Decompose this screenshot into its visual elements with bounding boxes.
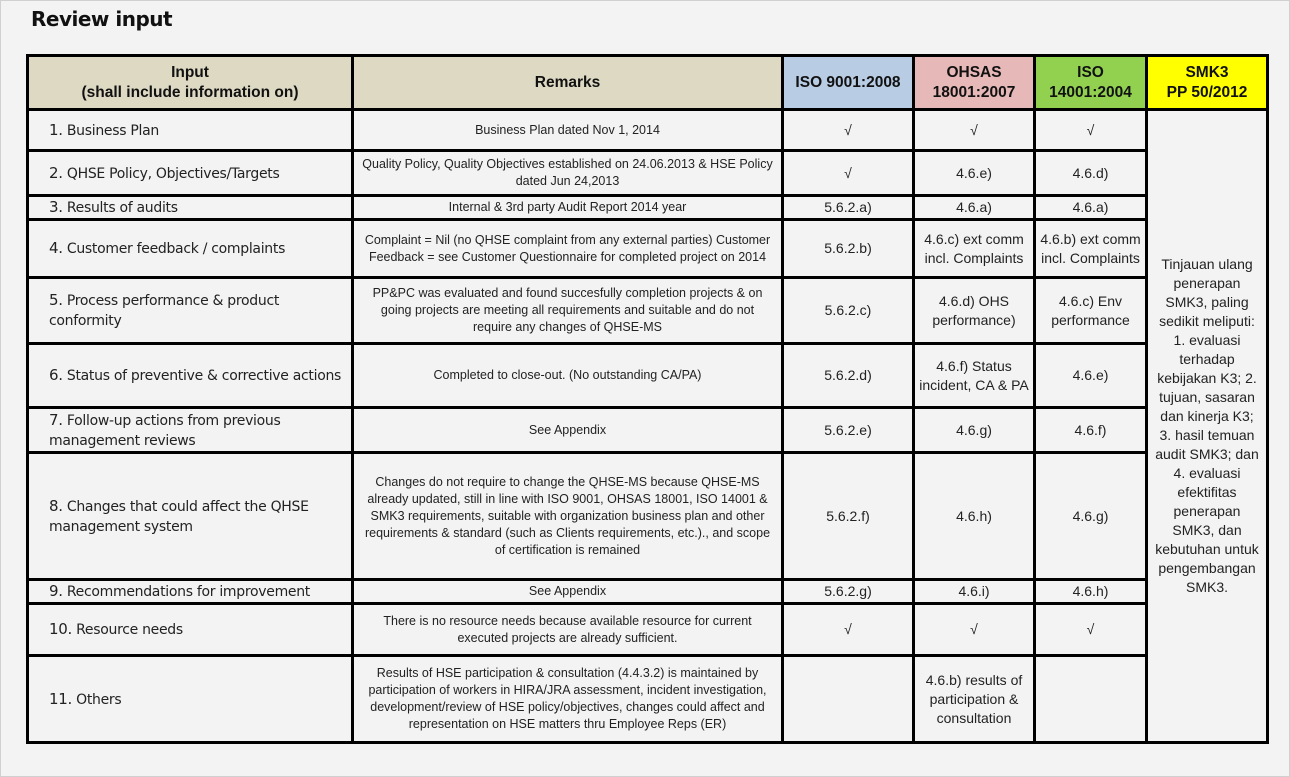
iso9001-cell: √ — [783, 151, 914, 196]
remarks-cell: Complaint = Nil (no QHSE complaint from any external parties) Customer Feedback = see Customer Questionnaire for completed project on 2014 — [353, 220, 783, 278]
review-input-table — [26, 54, 1269, 744]
input-cell — [28, 604, 353, 656]
iso9001-cell: 5.6.2.b) — [783, 220, 914, 278]
input-text: Changes that could affect the QHSE management system — [49, 498, 309, 535]
iso14001-cell — [1035, 656, 1147, 743]
input-cell — [28, 151, 353, 196]
remarks-cell: There is no resource needs because available resource for current executed projects are already sufficient. — [353, 604, 783, 656]
table-row — [28, 604, 1268, 656]
input-text: Customer feedback / complaints — [66, 241, 286, 257]
iso9001-cell: √ — [783, 604, 914, 656]
remarks-cell: PP&PC was evaluated and found succesfully completion projects & on going projects are meeting all requirements and suitable and do not require any changes of QHSE-MS — [353, 278, 783, 344]
iso14001-cell: 4.6.d) — [1035, 151, 1147, 196]
smk3-cell: Tinjauan ulang penerapan SMK3, paling sedikit meliputi: 1. evaluasi terhadap kebijakan K3; 2. tujuan, sasaran dan kinerja K3; 3. hasil temuan audit SMK3; dan 4. evaluasi efektifitas penerapan SMK3, dan kebutuhan untuk pengembangan SMK3. — [1147, 110, 1268, 743]
iso14001-cell: 4.6.h) — [1035, 580, 1147, 604]
iso14001-cell: 4.6.f) — [1035, 408, 1147, 453]
table-row — [28, 344, 1268, 408]
header-smk3-line2: PP 50/2012 — [1166, 83, 1248, 101]
page-title: Review input — [31, 7, 173, 31]
header-iso14001-line1: ISO — [1077, 63, 1104, 81]
header-iso9001: ISO 9001:2008 — [783, 56, 914, 110]
iso9001-cell: 5.6.2.a) — [783, 196, 914, 220]
header-ohsas — [914, 56, 1035, 110]
iso14001-cell: 4.6.b) ext comm incl. Complaints — [1035, 220, 1147, 278]
ohsas-cell: 4.6.g) — [914, 408, 1035, 453]
ohsas-cell: √ — [914, 110, 1035, 151]
table-row — [28, 110, 1268, 151]
iso14001-cell: √ — [1035, 110, 1147, 151]
iso9001-cell: 5.6.2.e) — [783, 408, 914, 453]
remarks-cell: Completed to close-out. (No outstanding CA/PA) — [353, 344, 783, 408]
table-row — [28, 580, 1268, 604]
remarks-cell: See Appendix — [353, 580, 783, 604]
row-number: 11. — [49, 689, 72, 708]
table-row — [28, 408, 1268, 453]
iso9001-cell: 5.6.2.c) — [783, 278, 914, 344]
remarks-cell: Quality Policy, Quality Objectives established on 24.06.2013 & HSE Policy dated Jun 24,2013 — [353, 151, 783, 196]
table-row — [28, 196, 1268, 220]
row-number: 4. — [49, 239, 63, 257]
input-cell — [28, 344, 353, 408]
input-cell — [28, 196, 353, 220]
header-input-line2: (shall include information on) — [81, 83, 299, 101]
header-remarks: Remarks — [353, 56, 783, 110]
input-cell — [28, 656, 353, 743]
header-iso14001 — [1035, 56, 1147, 110]
row-number: 1. — [49, 120, 63, 139]
row-number: 3. — [49, 198, 63, 216]
remarks-cell: Internal & 3rd party Audit Report 2014 year — [353, 196, 783, 220]
input-cell — [28, 408, 353, 453]
iso9001-cell: √ — [783, 110, 914, 151]
ohsas-cell: 4.6.b) results of participation & consultation — [914, 656, 1035, 743]
input-cell — [28, 110, 353, 151]
input-text: Status of preventive & corrective actions — [66, 368, 342, 384]
header-row — [28, 56, 1268, 110]
row-number: 5. — [49, 291, 63, 309]
remarks-cell: Changes do not require to change the QHSE-MS because QHSE-MS already updated, still in line with ISO 9001, OHSAS 18001, ISO 14001 & SMK3 requirements, suitable with organization business plan and other requirements & standard (such as Clients requirements, etc.)., and scope of certification is remained — [353, 453, 783, 580]
ohsas-cell: 4.6.c) ext comm incl. Complaints — [914, 220, 1035, 278]
iso14001-cell: 4.6.e) — [1035, 344, 1147, 408]
input-text: QHSE Policy, Objectives/Targets — [66, 165, 280, 182]
header-ohsas-line2: 18001:2007 — [932, 83, 1016, 101]
table-row — [28, 151, 1268, 196]
row-number: 8. — [49, 496, 63, 515]
row-number: 10. — [49, 620, 72, 638]
table-row — [28, 220, 1268, 278]
header-input-line1: Input — [171, 63, 209, 81]
input-cell — [28, 278, 353, 344]
input-cell — [28, 220, 353, 278]
row-number: 6. — [49, 366, 63, 384]
input-text: Follow-up actions from previous management reviews — [49, 412, 281, 449]
input-text: Resource needs — [76, 622, 183, 638]
table-row — [28, 656, 1268, 743]
input-text: Business Plan — [66, 122, 159, 139]
iso9001-cell: 5.6.2.g) — [783, 580, 914, 604]
iso9001-cell: 5.6.2.d) — [783, 344, 914, 408]
ohsas-cell: 4.6.a) — [914, 196, 1035, 220]
remarks-cell: Results of HSE participation & consultation (4.4.3.2) is maintained by participation of workers in HIRA/JRA assessment, incident investigation, development/review of HSE policy/objectives, changes could affect and representation on HSE matters thru Employee Reps (ER) — [353, 656, 783, 743]
ohsas-cell: 4.6.e) — [914, 151, 1035, 196]
ohsas-cell: 4.6.h) — [914, 453, 1035, 580]
remarks-cell: See Appendix — [353, 408, 783, 453]
header-ohsas-line1: OHSAS — [946, 63, 1002, 81]
remarks-cell: Business Plan dated Nov 1, 2014 — [353, 110, 783, 151]
ohsas-cell: 4.6.d) OHS performance) — [914, 278, 1035, 344]
input-text: Process performance & product conformity — [49, 293, 280, 329]
row-number: 9. — [49, 582, 63, 600]
input-cell — [28, 453, 353, 580]
input-text: Others — [76, 691, 122, 708]
iso14001-cell: 4.6.a) — [1035, 196, 1147, 220]
header-smk3-line1: SMK3 — [1185, 63, 1229, 81]
iso9001-cell: 5.6.2.f) — [783, 453, 914, 580]
iso14001-cell: 4.6.g) — [1035, 453, 1147, 580]
ohsas-cell: 4.6.i) — [914, 580, 1035, 604]
row-number: 2. — [49, 163, 63, 182]
row-number: 7. — [49, 410, 63, 429]
input-text: Results of audits — [66, 200, 178, 216]
iso9001-cell — [783, 656, 914, 743]
input-cell — [28, 580, 353, 604]
table-row — [28, 453, 1268, 580]
iso14001-cell: 4.6.c) Env performance — [1035, 278, 1147, 344]
header-iso14001-line2: 14001:2004 — [1049, 83, 1132, 101]
header-smk3 — [1147, 56, 1268, 110]
header-input — [28, 56, 353, 110]
ohsas-cell: 4.6.f) Status incident, CA & PA — [914, 344, 1035, 408]
ohsas-cell: √ — [914, 604, 1035, 656]
input-text: Recommendations for improvement — [66, 584, 310, 600]
table-row — [28, 278, 1268, 344]
iso14001-cell: √ — [1035, 604, 1147, 656]
